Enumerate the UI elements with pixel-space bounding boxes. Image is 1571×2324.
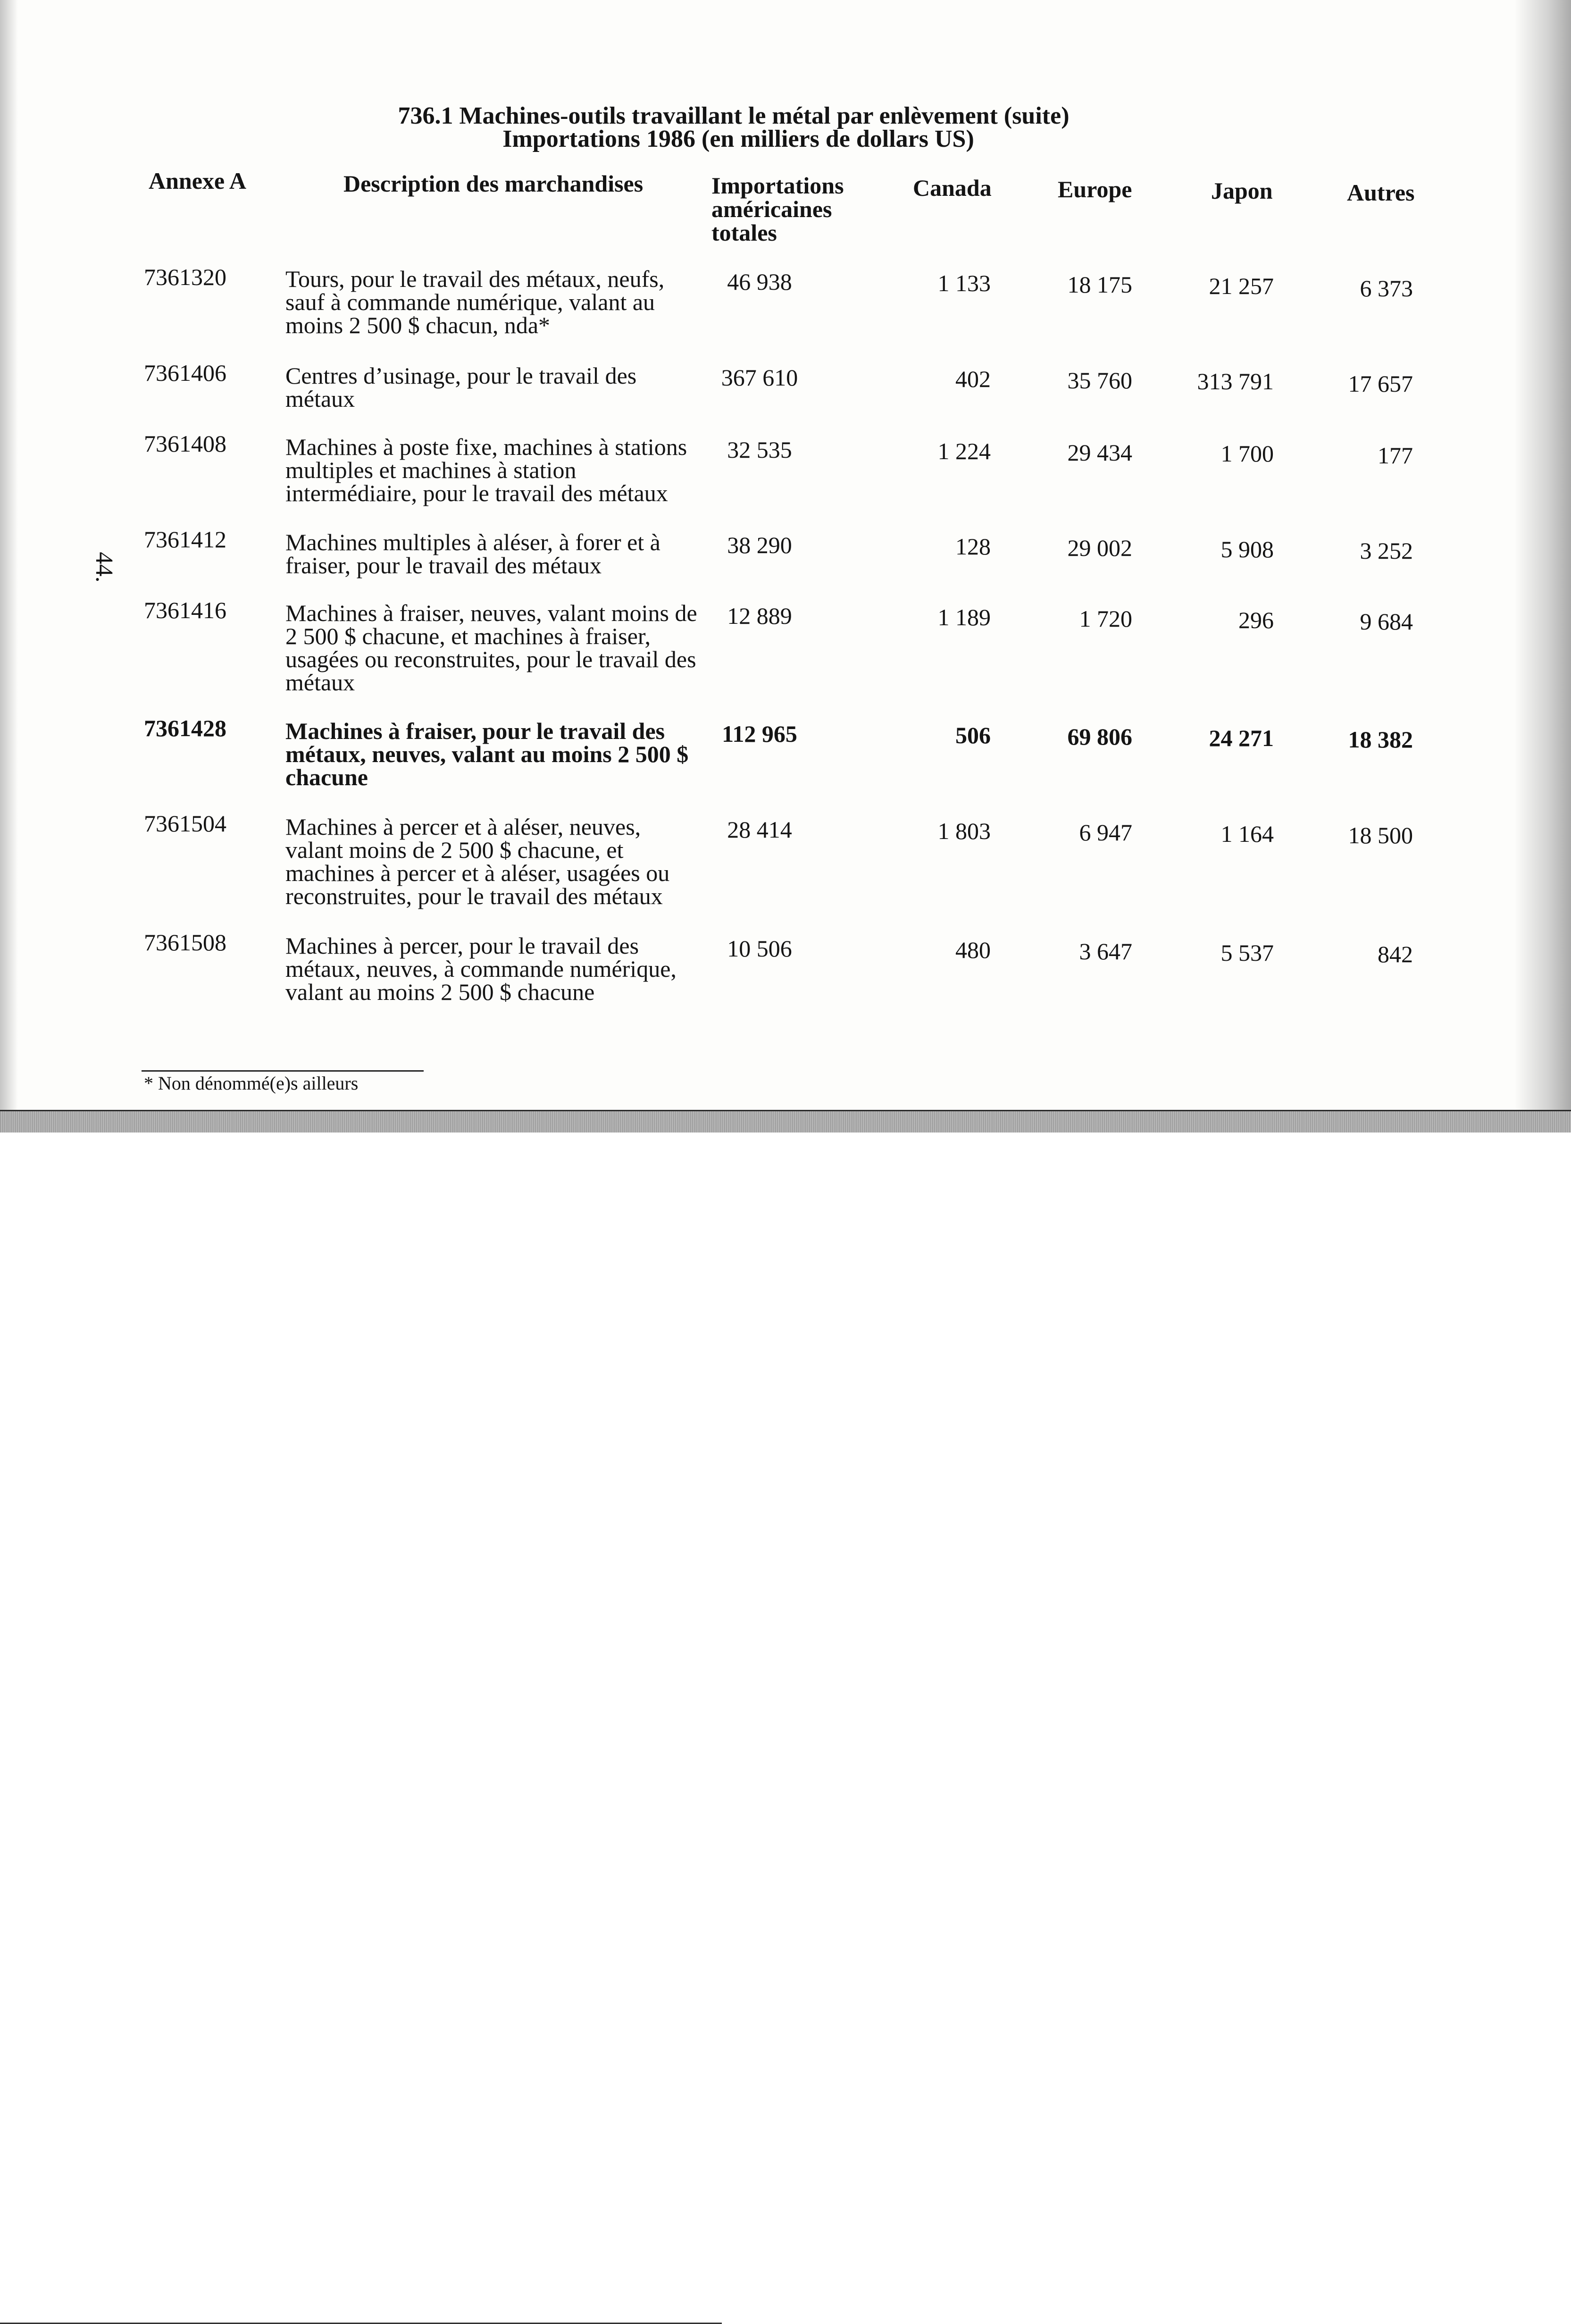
row-europe: 29 002 <box>1067 535 1132 561</box>
row-description: Machines à percer, pour le travail des métaux, neuves, à commande numérique, valant au moins 2 500 $ chacune <box>285 932 677 1005</box>
row-autres: 18 500 <box>1348 822 1413 848</box>
row-europe: 3 647 <box>1079 938 1132 965</box>
row-autres: 9 684 <box>1360 608 1413 635</box>
footnote-rule <box>142 1070 424 1072</box>
row-autres: 3 252 <box>1360 537 1413 564</box>
row-japon: 24 271 <box>1209 725 1274 751</box>
header-description: Description des marchandises <box>343 170 643 197</box>
row-code: 7361508 <box>144 929 226 956</box>
row-japon: 1 700 <box>1220 440 1274 467</box>
page-left-shadow <box>0 0 18 1114</box>
row-canada: 1 224 <box>937 438 991 464</box>
row-importations: 367 610 <box>721 364 798 391</box>
footnote: * Non dénommé(e)s ailleurs <box>144 1073 359 1094</box>
row-description: Machines à poste fixe, machines à stations multiples et machines à station intermédiaire, pour le travail des métaux <box>285 434 687 506</box>
row-importations: 32 535 <box>727 436 792 463</box>
row-japon: 1 164 <box>1220 821 1274 847</box>
document-subtitle: Importations 1986 (en milliers de dollars US) <box>502 126 974 152</box>
row-importations: 38 290 <box>727 532 792 558</box>
row-code: 7361406 <box>144 360 226 386</box>
row-canada: 402 <box>955 366 991 392</box>
row-importations: 28 414 <box>727 816 792 843</box>
row-description: Centres d’usinage, pour le travail des métaux <box>285 362 637 412</box>
document-title: 736.1 Machines-outils travaillant le métal par enlèvement (suite) <box>398 102 1070 129</box>
row-europe: 18 175 <box>1067 271 1132 298</box>
row-autres: 6 373 <box>1360 275 1413 302</box>
header-europe: Europe <box>1058 176 1132 202</box>
row-description: Machines multiples à aléser, à forer et à fraiser, pour le travail des métaux <box>285 529 660 579</box>
row-code: 7361408 <box>144 430 226 457</box>
row-japon: 296 <box>1238 607 1274 633</box>
row-importations: 46 938 <box>727 268 792 295</box>
row-code: 7361428 <box>144 715 226 741</box>
row-japon: 313 791 <box>1197 368 1274 394</box>
header-canada: Canada <box>913 175 992 201</box>
row-europe: 6 947 <box>1079 819 1132 846</box>
row-europe: 35 760 <box>1067 367 1132 394</box>
row-europe: 29 434 <box>1067 439 1132 466</box>
row-japon: 5 537 <box>1220 940 1274 966</box>
row-canada: 128 <box>955 533 991 560</box>
header-annexe: Annexe A <box>149 168 246 194</box>
row-description: Machines à percer et à aléser, neuves, valant moins de 2 500 $ chacune, et machines à percer et à aléser, usagées ou reconstruites, pour le travail des métaux <box>285 814 670 909</box>
row-importations: 12 889 <box>727 603 792 629</box>
row-code: 7361320 <box>144 264 226 290</box>
page-right-shadow <box>1514 0 1571 1114</box>
row-europe: 69 806 <box>1067 723 1132 750</box>
row-japon: 5 908 <box>1220 536 1274 562</box>
row-description: Machines à fraiser, pour le travail des métaux, neuves, valant au moins 2 500 $ chacune <box>285 718 689 790</box>
row-autres: 18 382 <box>1348 726 1413 753</box>
row-canada: 1 133 <box>937 270 991 296</box>
next-page-area <box>0 1133 1571 1192</box>
row-description: Tours, pour le travail des métaux, neufs, sauf à commande numérique, valant au moins 2 500 $ chacun, nda* <box>285 266 665 338</box>
row-canada: 1 803 <box>937 818 991 844</box>
row-autres: 177 <box>1378 442 1413 469</box>
header-japon: Japon <box>1211 177 1273 204</box>
header-autres: Autres <box>1347 179 1415 206</box>
header-importations: Importations américaines totales <box>711 172 844 246</box>
row-japon: 21 257 <box>1209 273 1274 299</box>
row-code: 7361416 <box>144 597 226 623</box>
row-autres: 842 <box>1378 941 1413 967</box>
row-code: 7361504 <box>144 810 226 837</box>
row-importations: 112 965 <box>722 721 797 747</box>
page-edge-strip <box>0 1110 1571 1135</box>
row-description: Machines à fraiser, neuves, valant moins de 2 500 $ chacune, et machines à fraiser, usagées ou reconstruites, pour le travail des métaux <box>285 600 697 696</box>
document-page <box>0 0 1571 1114</box>
row-canada: 1 189 <box>937 604 991 630</box>
row-autres: 17 657 <box>1348 370 1413 397</box>
page-number: 44. <box>91 552 117 583</box>
row-canada: 480 <box>955 937 991 963</box>
row-europe: 1 720 <box>1079 605 1132 632</box>
row-canada: 506 <box>955 722 991 748</box>
row-code: 7361412 <box>144 526 226 553</box>
row-importations: 10 506 <box>727 935 792 962</box>
